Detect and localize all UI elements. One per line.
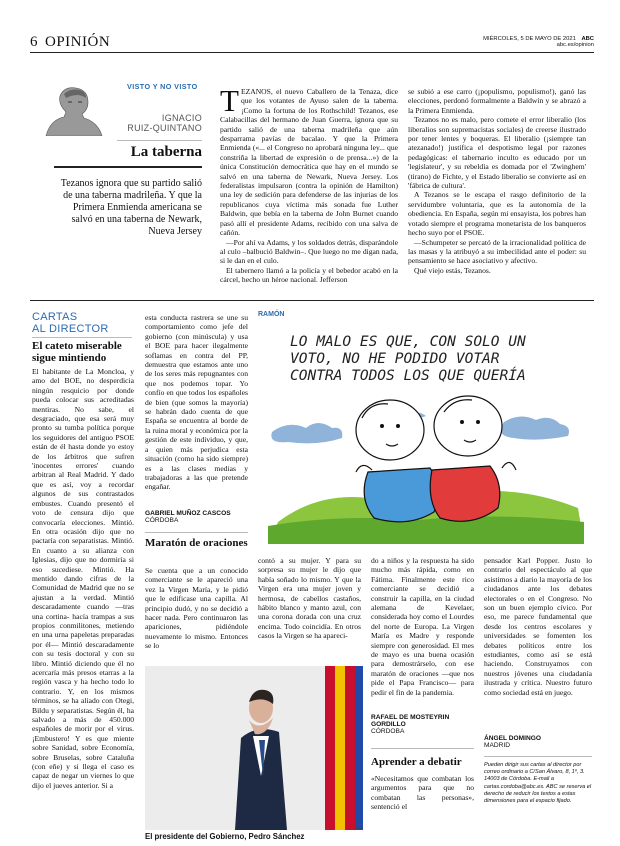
- letter2-body-b: contó a su mujer. Y para su sorpresa su mujer le dijo que había soñado lo mismo. Y que la Virgen era una mujer joven y hermosa, de cabellos castaños, hábito blanco y manto azul, con una corona dorada con una cruz encima. Todo coincidía. En otros casos la Virgen se ha apareci-: [258, 556, 361, 641]
- header-date: MIÉRCOLES, 5 DE MAYO DE 2021 ABC abc.es/opinion: [483, 36, 594, 48]
- cartoon-caption: LO MALO ES QUE, CON SOLO UN VOTO, NO HE PODIDO VOTAR CONTRA TODOS LOS QUE QUERÍA: [290, 334, 526, 384]
- letter2-body-c: do a niños y la respuesta ha sido mucho más rápida, como en Fátima. Finalmente este rico comerciante se decidió a construir la capilla, en la ciudad alemana de Kevelaer, considerada hoy como el Lourdes del norte de Europa. La Virgen María es Madre y responde siempre con generosidad. El mes de mayo es una buena ocasión para demostrárselo, con ese maratón de oraciones —que nos pide el Papa Francisco— para pedir el fin de la pandemia.: [371, 556, 474, 697]
- column-title: La taberna: [130, 144, 202, 160]
- letter1-body-a: El habitante de La Moncloa, y amo del BOE, no desperdicia ningún resquicio por donde pueda colocar sus acreditadas mentiras. No sabe, el desgraciado, que esa será muy pronto su tumba política porque los seguidores del antiguo PSOE están de él hasta donde yo estoy de los árbitros que sufren 'inocentes errores' cuando arbitran al Real Madrid. Y dado que es así, voy a recordar algunos de sus contrastados embustes. Cuando presentó el voto de censura dijo que convocaría elecciones. Mintió. En otra ocasión dijo que no pactaría con separatistas. Mintió. En cuanto a su alianza con Iglesias, dijo que no dormiría si eso sucediese. Mintió. Ha mentido dando cifras de la Comunidad de Madrid que no se ajustan a la verdad. Mintió descaradamente cuando —tras una cortina- hacía trampas a sus propios conmilitones, metiendo en una urna papeletas preparadas por él— Mintió descaradamente con su tesis doctoral y con su libro. Mintió diciendo que él no acercaría más presos etarras a la región vasca y ha hecho todo lo contrario. Y, en los mismos términos, se ha aliado con Otegi, Bildu y separatistas. Según él, ha salvado a más de 450.000 españoles de morir por el virus. ¡Embustero! Y es que miente sobre Sanidad, sobre Economía, sobre Bruselas, sobre Cataluña (con eñe) y si llega el caso es capaz de negar un viernes lo que dijo el jueves anterior. Si a: [32, 367, 134, 790]
- letter3-body-b: pensador Karl Popper. Justo lo contrario del espectáculo al que asistimos a diario la mayoría de los ciudadanos ante los debates electorales o en el Congreso. No son un buen ejemplo cívico. Por eso, me parece fundamental que desde los centros escolares y universidades se fomenten los debates políticos entre los estudiantes, como así se está haciendo. Construyamos con nuestros jóvenes una ciudadanía ilustrada y crítica. Nuestro futuro como sociedad está en juego.: [484, 556, 592, 697]
- letter2-body-a: Se cuenta que a un conocido comerciante se le apareció una vez la Virgen María, y le pidió que le edificase una capilla. Al principio dudó, y no se decidió a hacer nada. Pero continuaron las apariciones, pidiéndole nuevamente lo mismo. Entonces se lo: [145, 566, 248, 651]
- news-photo: [145, 666, 363, 830]
- header-rule: [30, 52, 594, 53]
- letters-info: Pueden dirigir sus cartas al director por correo ordinario a C/San Álvaro, 8, 1º, 3. 14003 de Córdoba. E-mail a cartas.cordoba@abc.es. ABC se reserva el derecho de reducir los textos a estas dimensiones para el espacio fijado.: [484, 762, 592, 805]
- cartoon-artist: RAMÓN: [258, 311, 285, 318]
- letters-section-title: CARTAS AL DIRECTOR: [32, 311, 109, 335]
- letter3-body-a: «Necesitamos que combatan los argumentos para que no combatan las personas», sentenció el: [371, 774, 474, 812]
- column-series: VISTO Y NO VISTO: [127, 82, 198, 91]
- author-name: IGNACIO RUIZ-QUINTANO: [127, 113, 202, 133]
- letter1-body-b: esta conducta rastrera se une su comportamiento como jefe del gobierno (con minúscula) y usa el BOE para hacer ilegalmente soflamas en contra del PP, demuestra que estamos ante uno de los seres más repugnantes con que nos podemos topar. Yo confío en que todos los españoles de bien (que somos la mayoría) se habrán dado cuenta de que España se encuentra al borde de la ruina moral y económica por la gestión de este individuo, y que, a quien más perjudica esta situación (como ha sido siempre) es a las clases medias y trabajadoras a las que pretende engañar.: [145, 313, 248, 492]
- photo-caption: El presidente del Gobierno, Pedro Sánchez: [145, 832, 305, 841]
- page-number: 6: [30, 34, 38, 50]
- brand: ABC: [581, 36, 594, 42]
- letter2-signature: RAFAEL DE MOSTEYRIN GORDILLO CÓRDOBA: [371, 714, 450, 735]
- column-body-2: se subió a ese carro (¡populismo, populismo!), ganó las elecciones, perdonó formalmente a Baldwin y se abrazó a la Primera Enmienda. Tezanos no es malo, pero comete el error liberalio (los liberalios son supremacistas sociales) de creerse ilustrado por tener lentes y boqueras. El liberalio (¡siempre tan atezanado!) justifica el despotismo legal por razones pedagógicas: el tabernario inculto es educado por un 'legislateur', y su rebeldía es domada por el 'Zwinghem' (tirano) de Fichte, y el Estado liberalio se convierte así en 'fábrica de cultura'. A Tezanos se le escapa el rasgo definitorio de la servidumbre voluntaria, que es la autonomía de la obediencia. En España, según mi ensayista, los pobres han votado siempre el programa monetarista de los banqueros hecho suyo por el PSOE. —Schumpeter se percató de la irracionalidad política de las masas y la atribuyó a su imbecilidad ante el poder: su pensamiento se hace asociativo y afectivo. Qué viejo estás, Tezanos.: [408, 87, 586, 275]
- column-lead: Tezanos ignora que su partido salió de una taberna madrileña. Y que la Primera Enmienda americana se salvó en una taberna de Newark, Nueva Jersey: [60, 178, 202, 237]
- photo-credit: EP: [355, 826, 362, 832]
- web-link[interactable]: abc.es/opinion: [556, 42, 594, 48]
- letter1-signature: GABRIEL MUÑOZ CASCOS CÓRDOBA: [145, 510, 231, 524]
- letter1-title: El cateto miserable sigue mintiendo: [32, 340, 122, 364]
- letter2-title: Maratón de oraciones: [145, 537, 248, 549]
- letter3-signature: ÁNGEL DOMINGO MADRID: [484, 735, 542, 749]
- author-portrait: [36, 84, 112, 136]
- column-body-1: TEZANOS, el nuevo Caballero de la Tenaza, dice que los votantes de Ayuso salen de la taberna. ¡Como la fortuna de los Rothschild! Tezanos, ese Calabacillas del hermano de Juan Guerra, ignora que su partido salió de una taberna madrileña que aún desparrama pavías de bacalao. Y que la Primera Enmienda («... el Congreso no aprobará ninguna ley... que constriña la libertad de expresión o de prensa...») de la única Constitución democrática que hay en el mundo se salvó en una taberna de Newark, Nueva Jersey. Los federalistas impulsaron (contra la opinión de Hamilton) una ley de sedición para defenderse de las injurias de los republicanos cuya víctima más sonada fue Luther Baldwin, que bebía en la taberna de John Burnet cuando pasó allí el presidente Adams, recibido con una salva de cañón. —Por ahí va Adams, y los soldados detrás, disparándole al culo –balbució Baldwin–. Que luego no me digan nada, si le dan en el culo. El tabernero llamó a la policía y el bebedor acabó en la cárcel, hecho un héroe nacional. Jefferson: [220, 87, 398, 285]
- section-title: OPINIÓN: [45, 34, 111, 50]
- letter3-title: Aprender a debatir: [371, 756, 462, 768]
- dropcap: T: [220, 87, 239, 118]
